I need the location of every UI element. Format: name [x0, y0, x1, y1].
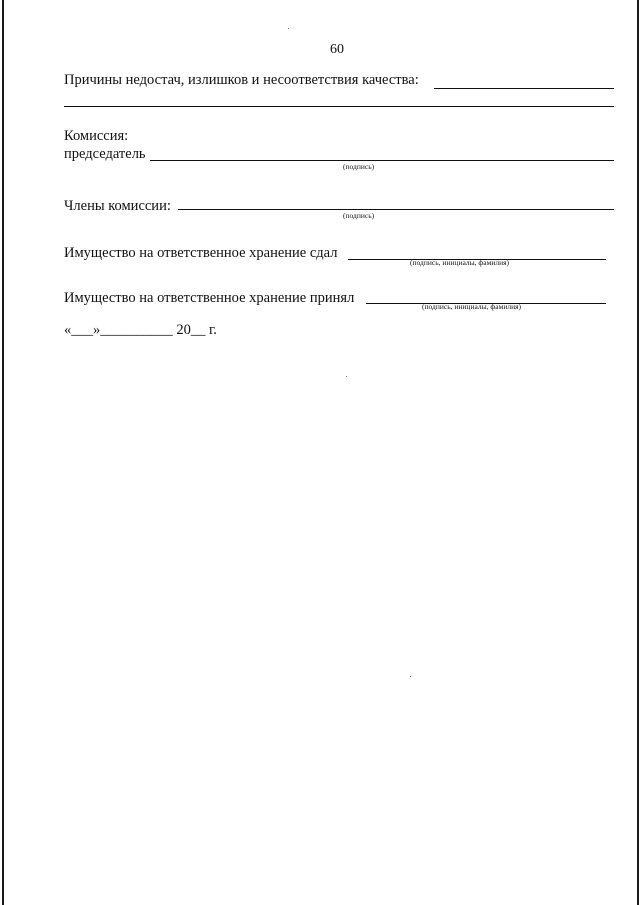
date-line: «___»__________ 20__ г. — [64, 322, 217, 338]
members-signature-line — [178, 209, 614, 210]
scan-speck — [346, 376, 347, 377]
chairman-caption: (подпись) — [343, 162, 375, 171]
commission-label: Комиссия: — [64, 128, 129, 144]
reasons-line-2 — [64, 106, 614, 107]
members-caption: (подпись) — [343, 211, 375, 220]
chairman-label: председатель — [64, 146, 146, 162]
scan-edge-right — [637, 0, 639, 905]
members-label: Члены комиссии: — [64, 198, 171, 214]
handed-over-caption: (подпись, инициалы, фамилия) — [410, 258, 510, 267]
scan-edge-left — [2, 0, 4, 905]
page-number: 60 — [330, 42, 344, 57]
handed-over-label: Имущество на ответственное хранение сдал — [64, 245, 338, 261]
reasons-line-1 — [434, 88, 614, 89]
chairman-signature-line — [150, 160, 614, 161]
accepted-label: Имущество на ответственное хранение принял — [64, 290, 355, 306]
accepted-caption: (подпись, инициалы, фамилия) — [422, 302, 522, 311]
scan-speck — [410, 676, 411, 677]
reasons-label: Причины недостач, излишков и несоответствия качества: — [64, 72, 419, 88]
scan-speck — [288, 28, 289, 29]
